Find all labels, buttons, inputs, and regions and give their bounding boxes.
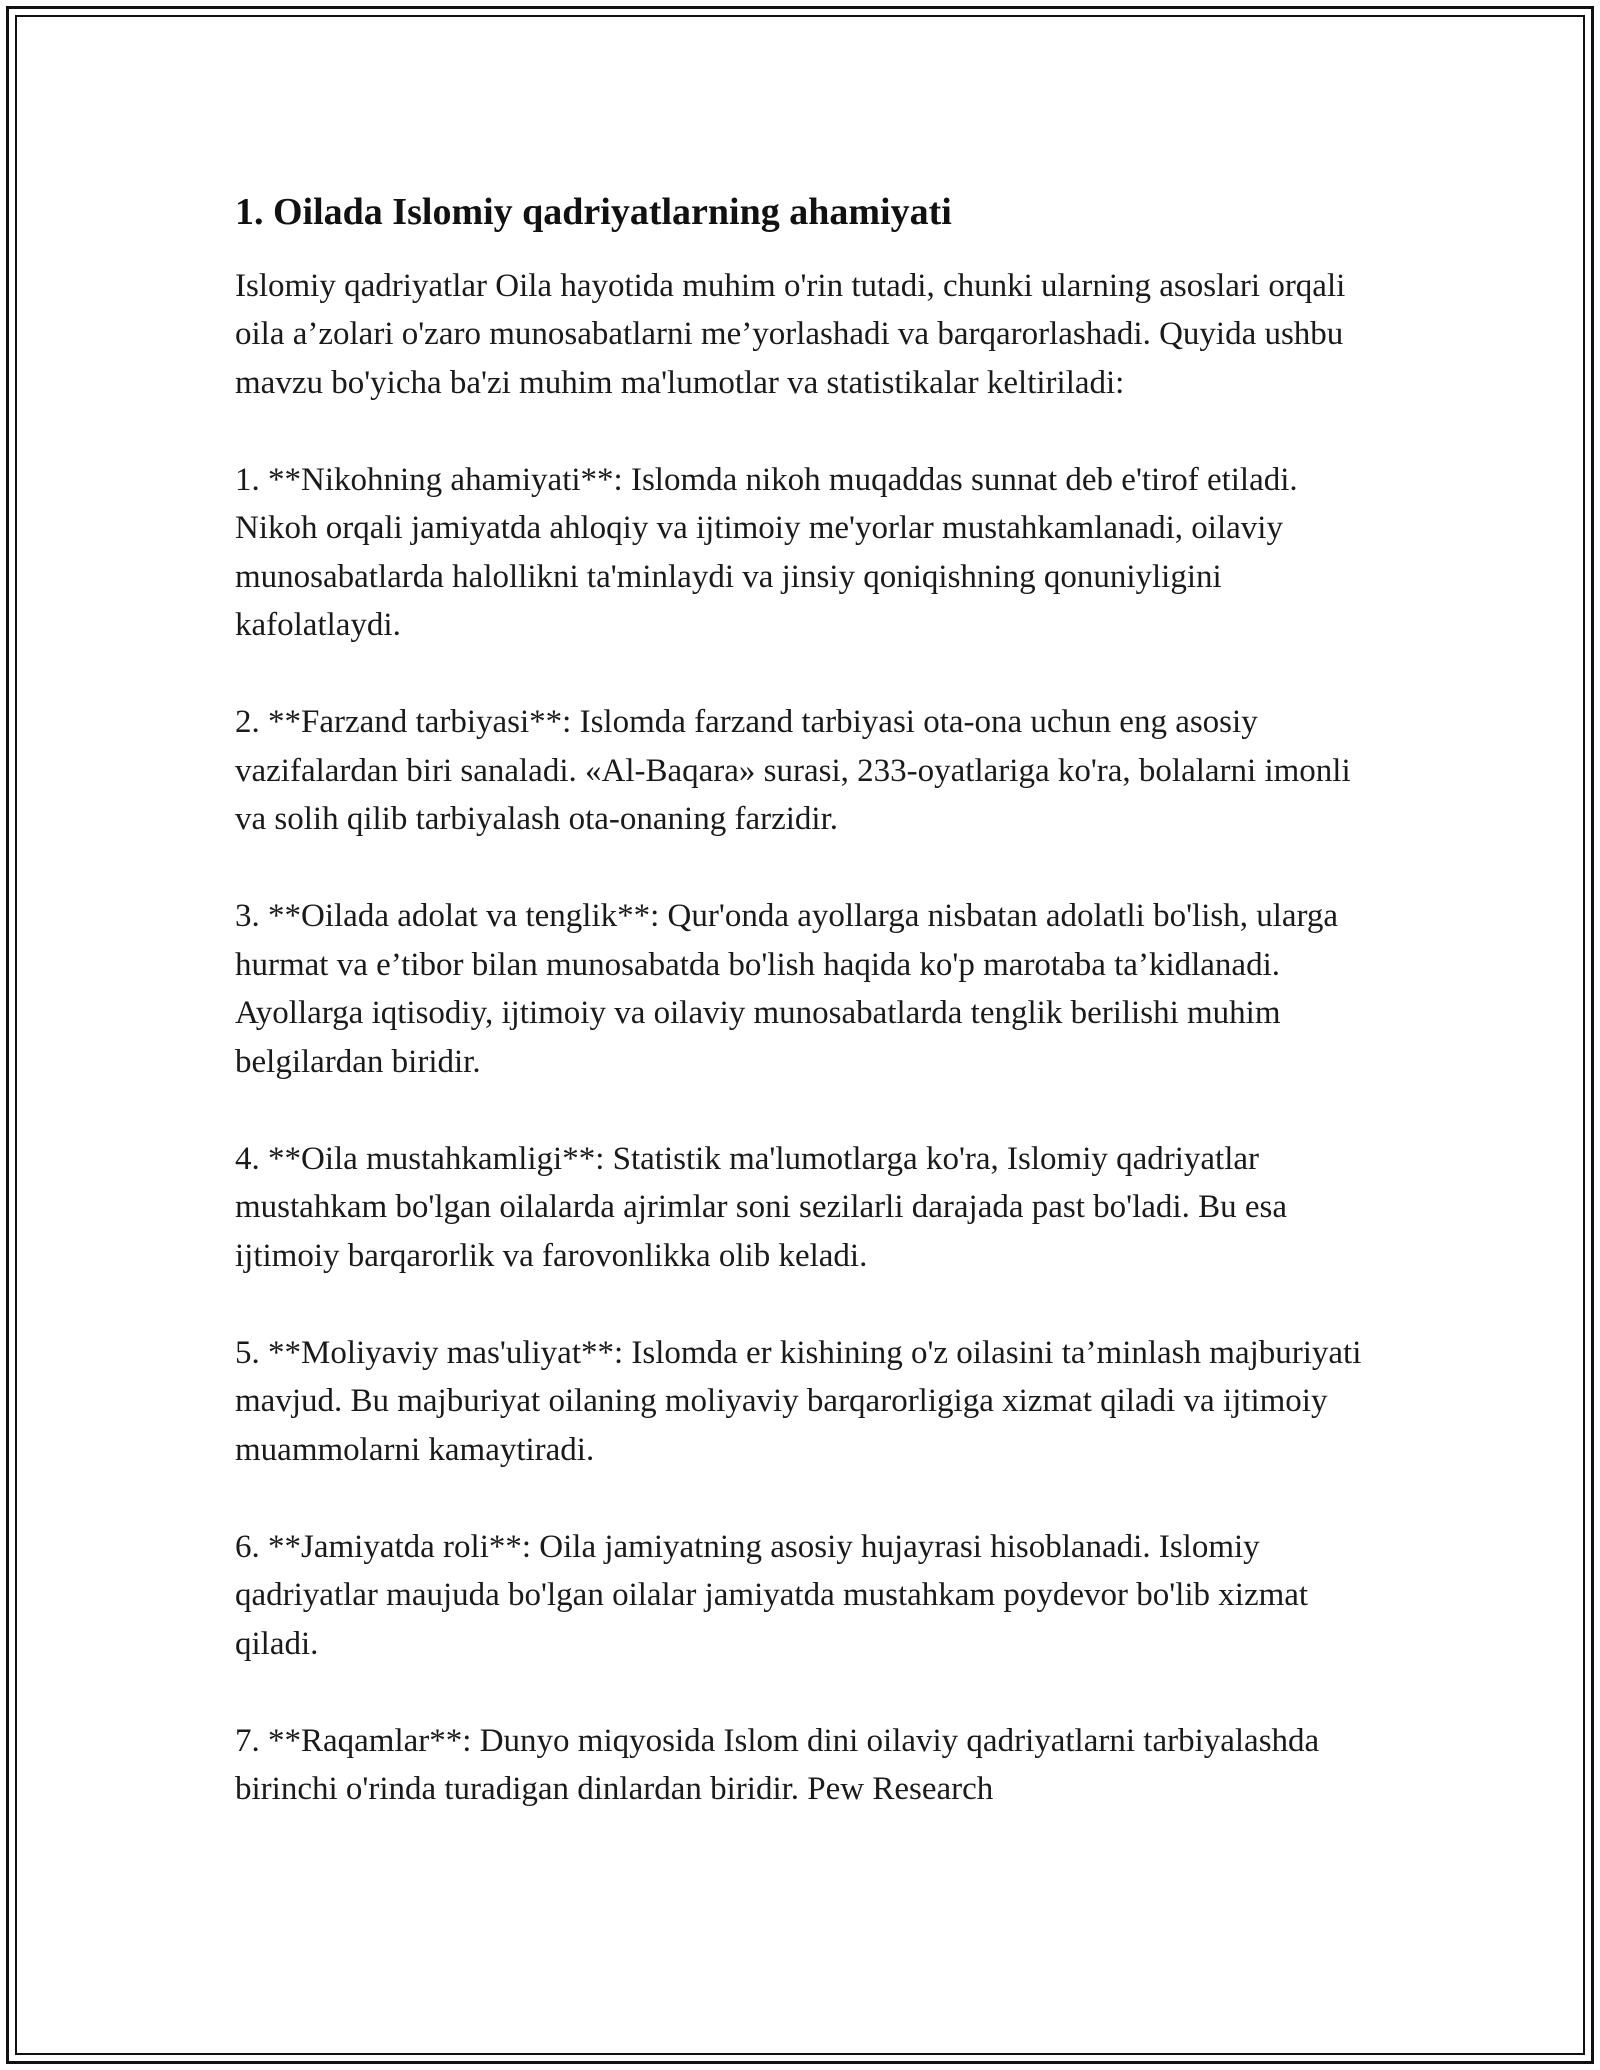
list-item-farzand-tarbiyasi: 2. **Farzand tarbiyasi**: Islomda farzand tarbiyasi ota-ona uchun eng asosiy vazifalardan biri sanaladi. «Al-Baqara» surasi, 233-oyatlariga ko'ra, bolalarni imonli va solih qilib tarbiyalash ota-onaning farzidir.	[235, 704, 1351, 838]
list-item-jamiyatda-roli: 6. **Jamiyatda roli**: Oila jamiyatning asosiy hujayrasi hisoblanadi. Islomiy qadriyatlar maujuda bo'lgan oilalar jamiyatda mustahkam poydevor bo'lib xizmat qiladi.	[235, 1528, 1309, 1662]
document-body	[235, 190, 1385, 1814]
section-heading: 1. Oilada Islomiy qadriyatlarning ahamiyati	[235, 191, 952, 233]
list-item-moliyaviy-masuliyat: 5. **Moliyaviy mas'uliyat**: Islomda er kishining o'z oilasini ta’minlash majburiyati mavjud. Bu majburiyat oilaning moliyaviy barqarorligiga xizmat qiladi va ijtimoiy muammolarni kamaytiradi.	[235, 1334, 1362, 1468]
list-item-nikoh: 1. **Nikohning ahamiyati**: Islomda nikoh muqaddas sunnat deb e'tirof etiladi. Nikoh orqali jamiyatda ahloqiy va ijtimoiy me'yorlar mustahkamlanadi, oilaviy munosabatlarda halollikni ta'minlaydi va jinsiy qoniqishning qonuniyligini kafolatlaydi.	[235, 461, 1298, 644]
list-item-raqamlar: 7. **Raqamlar**: Dunyo miqyosida Islom dini oilaviy qadriyatlarni tarbiyalashda birinchi o'rinda turadigan dinlardan biridir. Pew Research	[235, 1722, 1320, 1808]
list-item-adolat-tenglik: 3. **Oilada adolat va tenglik**: Qur'onda ayollarga nisbatan adolatli bo'lish, ularga hurmat va e’tibor bilan munosabatda bo'lish haqida ko'p marotaba ta’kidlanadi. Ayollarga iqtisodiy, ijtimoiy va oilaviy munosabatlarda tenglik berilishi muhim belgilardan biridir.	[235, 898, 1339, 1080]
list-item-oila-mustahkamligi: 4. **Oila mustahkamligi**: Statistik ma'lumotlarga ko'ra, Islomiy qadriyatlar mustahkam bo'lgan oilalarda ajrimlar soni sezilarli darajada past bo'ladi. Bu esa ijtimoiy barqarorlik va farovonlikka olib keladi.	[235, 1140, 1287, 1274]
intro-paragraph: Islomiy qadriyatlar Oila hayotida muhim o'rin tutadi, chunki ularning asoslari orqali oila a’zolari o'zaro munosabatlarni me’yorlashadi va barqarorlashadi. Quyida ushbu mavzu bo'yicha ba'zi muhim ma'lumotlar va statistikalar keltiriladi:	[235, 267, 1346, 401]
